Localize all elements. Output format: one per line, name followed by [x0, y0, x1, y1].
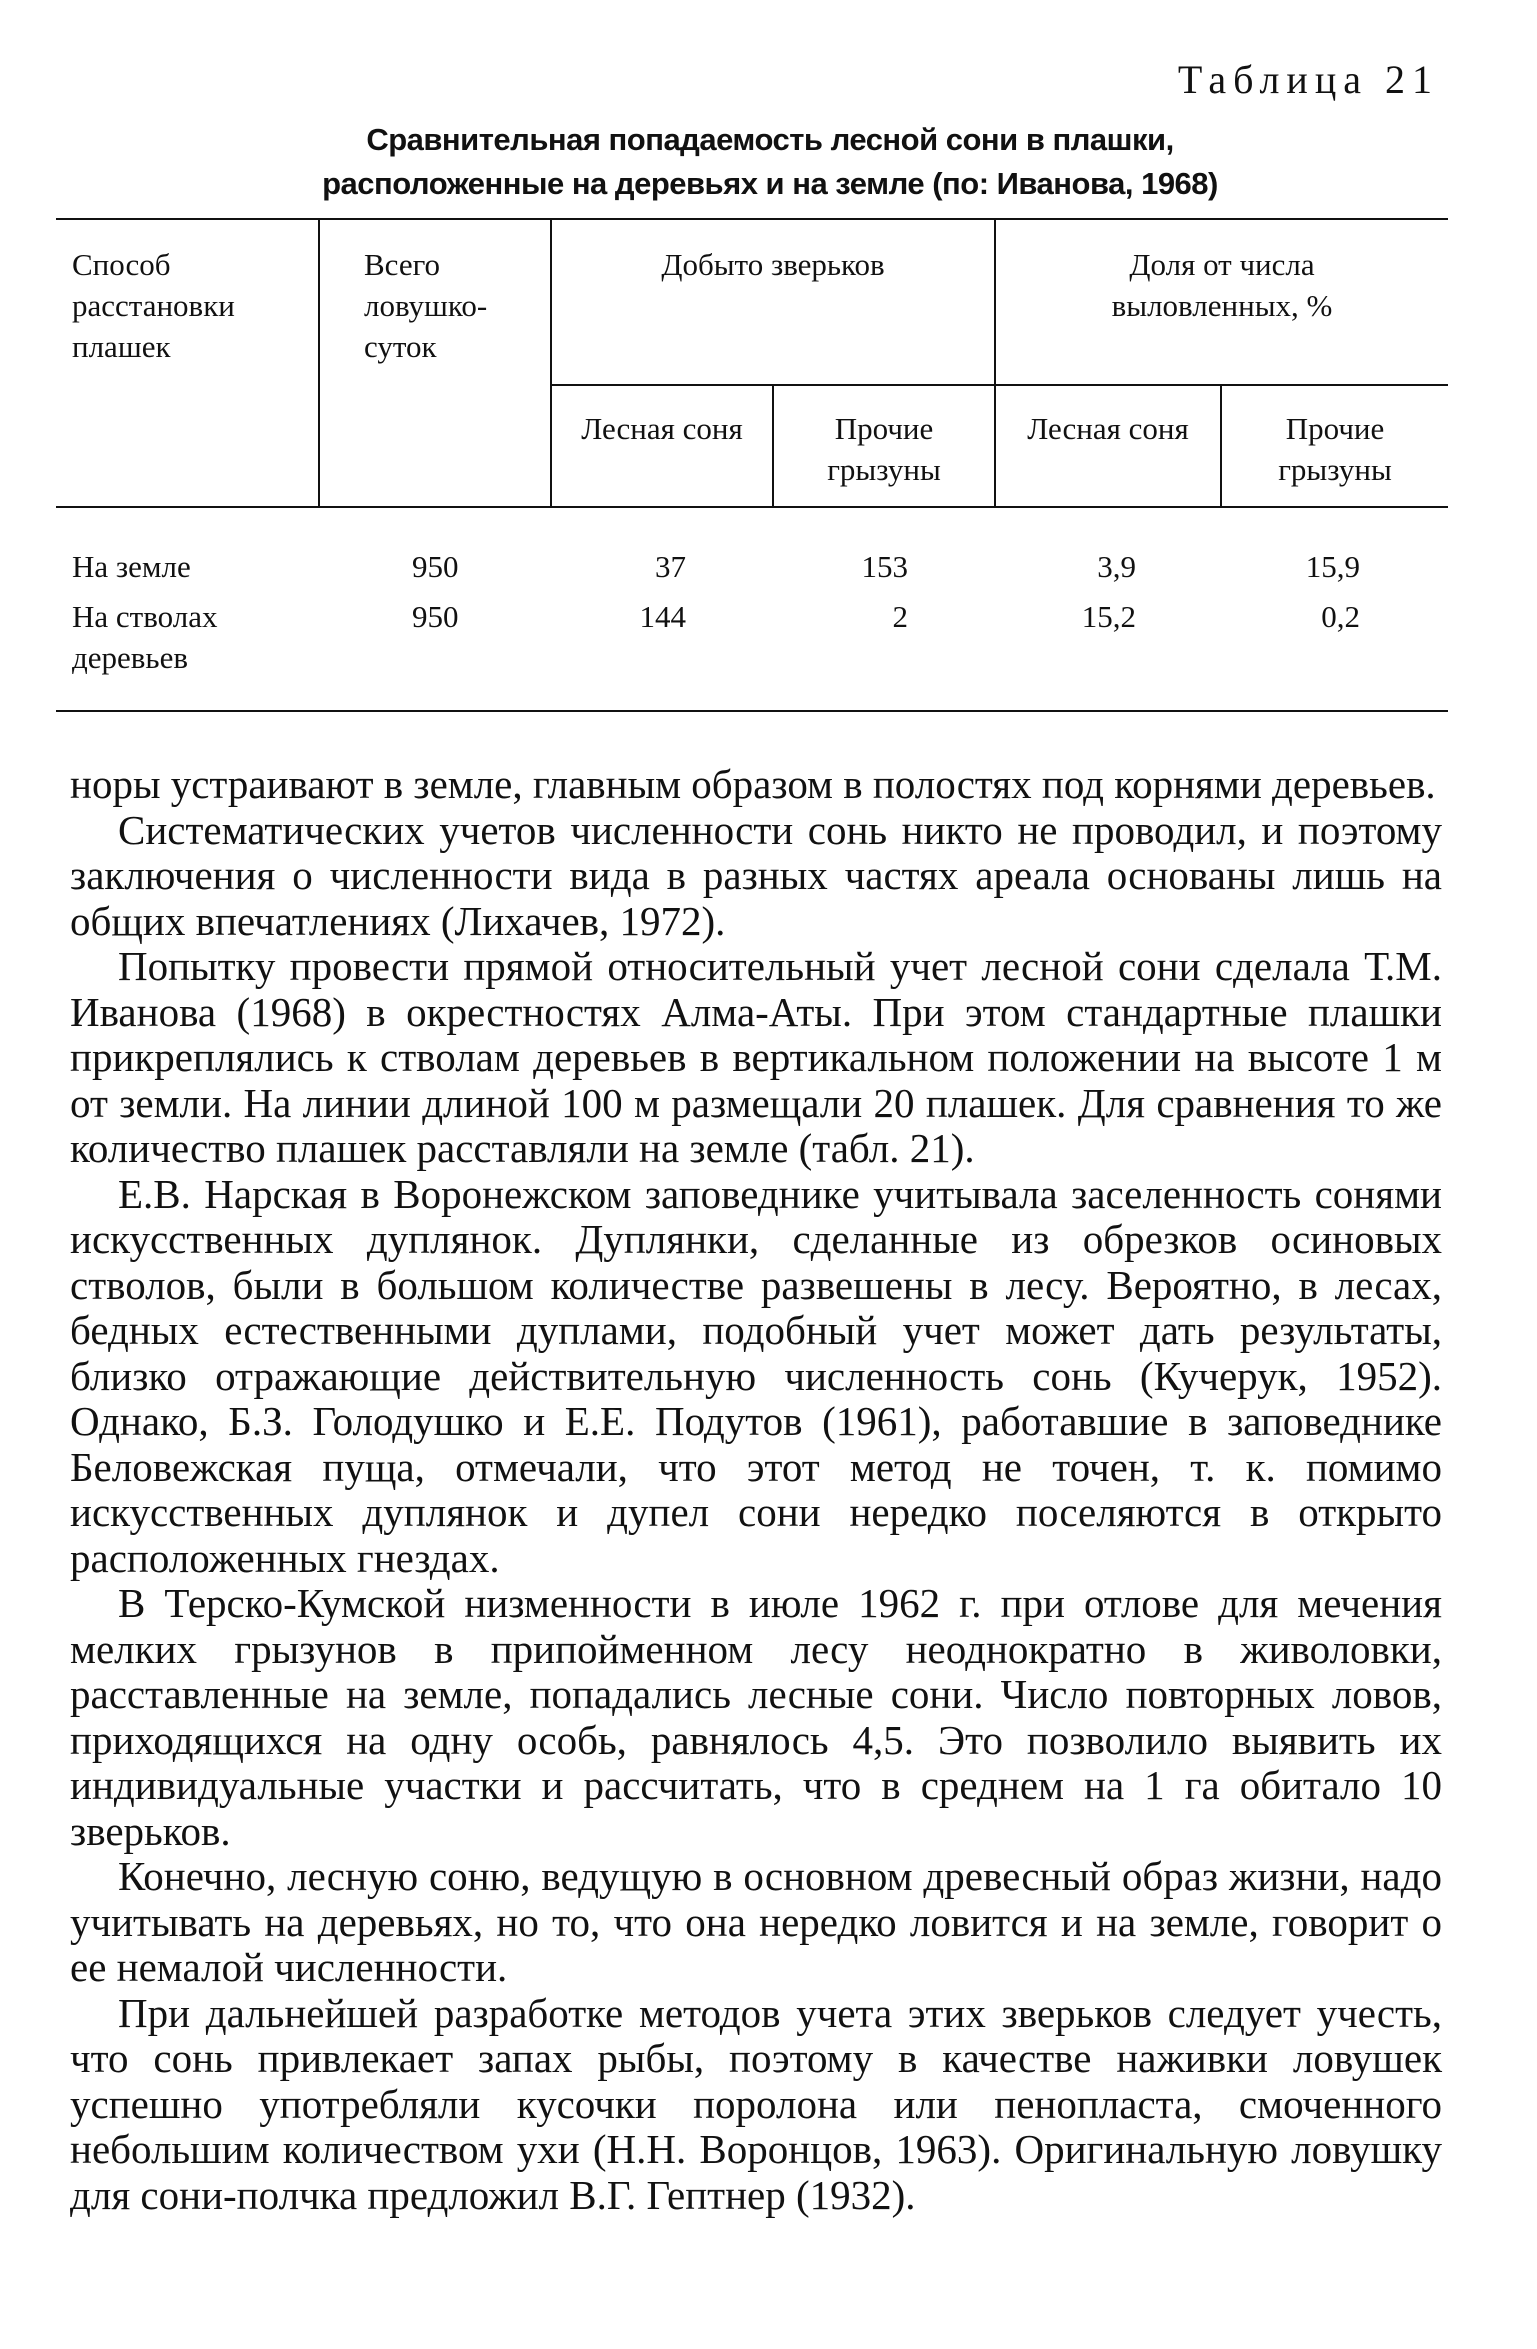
table-title-line-2: расположенные на деревьях и на земле (по: Иванова, 1968)	[322, 166, 1218, 201]
table-row-1-total: 950	[412, 549, 459, 584]
table-row-1-method: На земле	[72, 549, 191, 584]
header-method: Способ расстановки плашек	[72, 247, 235, 364]
table-number-label: Таблица 21	[1177, 57, 1439, 102]
table-vline-1	[318, 218, 320, 508]
header-total-trap-days: Всего ловушко- суток	[364, 247, 488, 364]
table-row-1-caught-other: 153	[861, 549, 908, 584]
subheader-caught-dormouse: Лесная соня	[581, 411, 743, 446]
table-header-bottom-rule	[56, 506, 1448, 508]
table-row-2-caught-other: 2	[892, 599, 908, 634]
subheader-share-other: Прочие грызуны	[1278, 411, 1392, 487]
header-share: Доля от числа выловленных, %	[1111, 247, 1333, 323]
paragraph-4: Е.В. Нарская в Воронежском заповеднике учитывала заселенность сонями искусственных дуплянок. Дуплянки, сделанные из обрезков осиновых стволов, были в большом количестве развешены в лесу. Вероятно, в лесах, бедных естественными дуплами, подобный учет может дать результаты, близко отражающие действительную численность сонь (Кучерук, 1952). Однако, Б.З. Голодушко и Е.Е. Подутов (1961), работавшие в заповеднике Беловежская пуща, отмечали, что этот метод не точен, т. к. помимо искусственных дуплянок и дупел сони нередко поселяются в открыто расположенных гнездах.	[70, 1170, 1442, 1581]
paragraph-3: Попытку провести прямой относительный учет лесной сони сделала Т.М. Иванова (1968) в окрестностях Алма-Аты. При этом стандартные плашки прикреплялись к стволам деревьев в вертикальном положении на высоте 1 м от земли. На линии длиной 100 м размещали 20 плашек. Для сравнения то же количество плашек расставляли на земле (табл. 21).	[70, 943, 1442, 1171]
paragraph-2: Систематических учетов численности сонь никто не проводил, и поэтому заключения о численности вида в разных частях ареала основаны лишь на общих впечатлениях (Лихачев, 1972).	[70, 806, 1442, 944]
table-row-1-caught-dormouse: 37	[655, 549, 686, 584]
table-row-2-share-dormouse: 15,2	[1081, 599, 1136, 634]
table-row-2-method: На стволах деревьев	[72, 599, 218, 675]
paragraph-6: Конечно, лесную соню, ведущую в основном древесный образ жизни, надо учитывать на деревьях, но то, что она нередко ловится и на земле, говорит о ее немалой численности.	[70, 1853, 1442, 1990]
paragraph-7: При дальнейшей разработке методов учета этих зверьков следует учесть, что сонь привлекает запах рыбы, поэтому в качестве наживки ловушек успешно употребляли кусочки поролона или пенопласта, смоченного небольшим количеством ухи (Н.Н. Воронцов, 1963). Оригинальную ловушку для сони-полчка предложил В.Г. Гептнер (1932).	[70, 1989, 1442, 2218]
table-subheader-rule	[550, 384, 1448, 386]
subheader-share-dormouse: Лесная соня	[1027, 411, 1189, 446]
table-top-rule	[56, 218, 1448, 220]
table-row-1-share-dormouse: 3,9	[1097, 549, 1136, 584]
table-row-1-share-other: 15,9	[1305, 549, 1360, 584]
table-bottom-rule	[56, 710, 1448, 712]
subheader-caught-other: Прочие грызуны	[827, 411, 941, 487]
body-text	[70, 762, 1442, 2218]
table-row-2-share-other: 0,2	[1321, 599, 1360, 634]
header-caught: Добыто зверьков	[661, 247, 885, 282]
table-title-line-1: Сравнительная попадаемость лесной сони в плашки,	[366, 122, 1174, 157]
paragraph-5: В Терско-Кумской низменности в июле 1962 г. при отлове для мечения мелких грызунов в припойменном лесу неоднократно в живоловки, расставленные на земле, попадались лесные сони. Число повторных ловов, приходящихся на одну особь, равнялось 4,5. Это позволило выявить их индивидуальные участки и рассчитать, что в среднем на 1 га обитало 10 зверьков.	[70, 1580, 1442, 1854]
table-title	[60, 118, 1480, 206]
paragraph-1: норы устраивают в земле, главным образом в полостях под корнями деревьев.	[70, 761, 1436, 807]
table-row-2-total: 950	[412, 599, 459, 634]
table-row-2-caught-dormouse: 144	[639, 599, 686, 634]
